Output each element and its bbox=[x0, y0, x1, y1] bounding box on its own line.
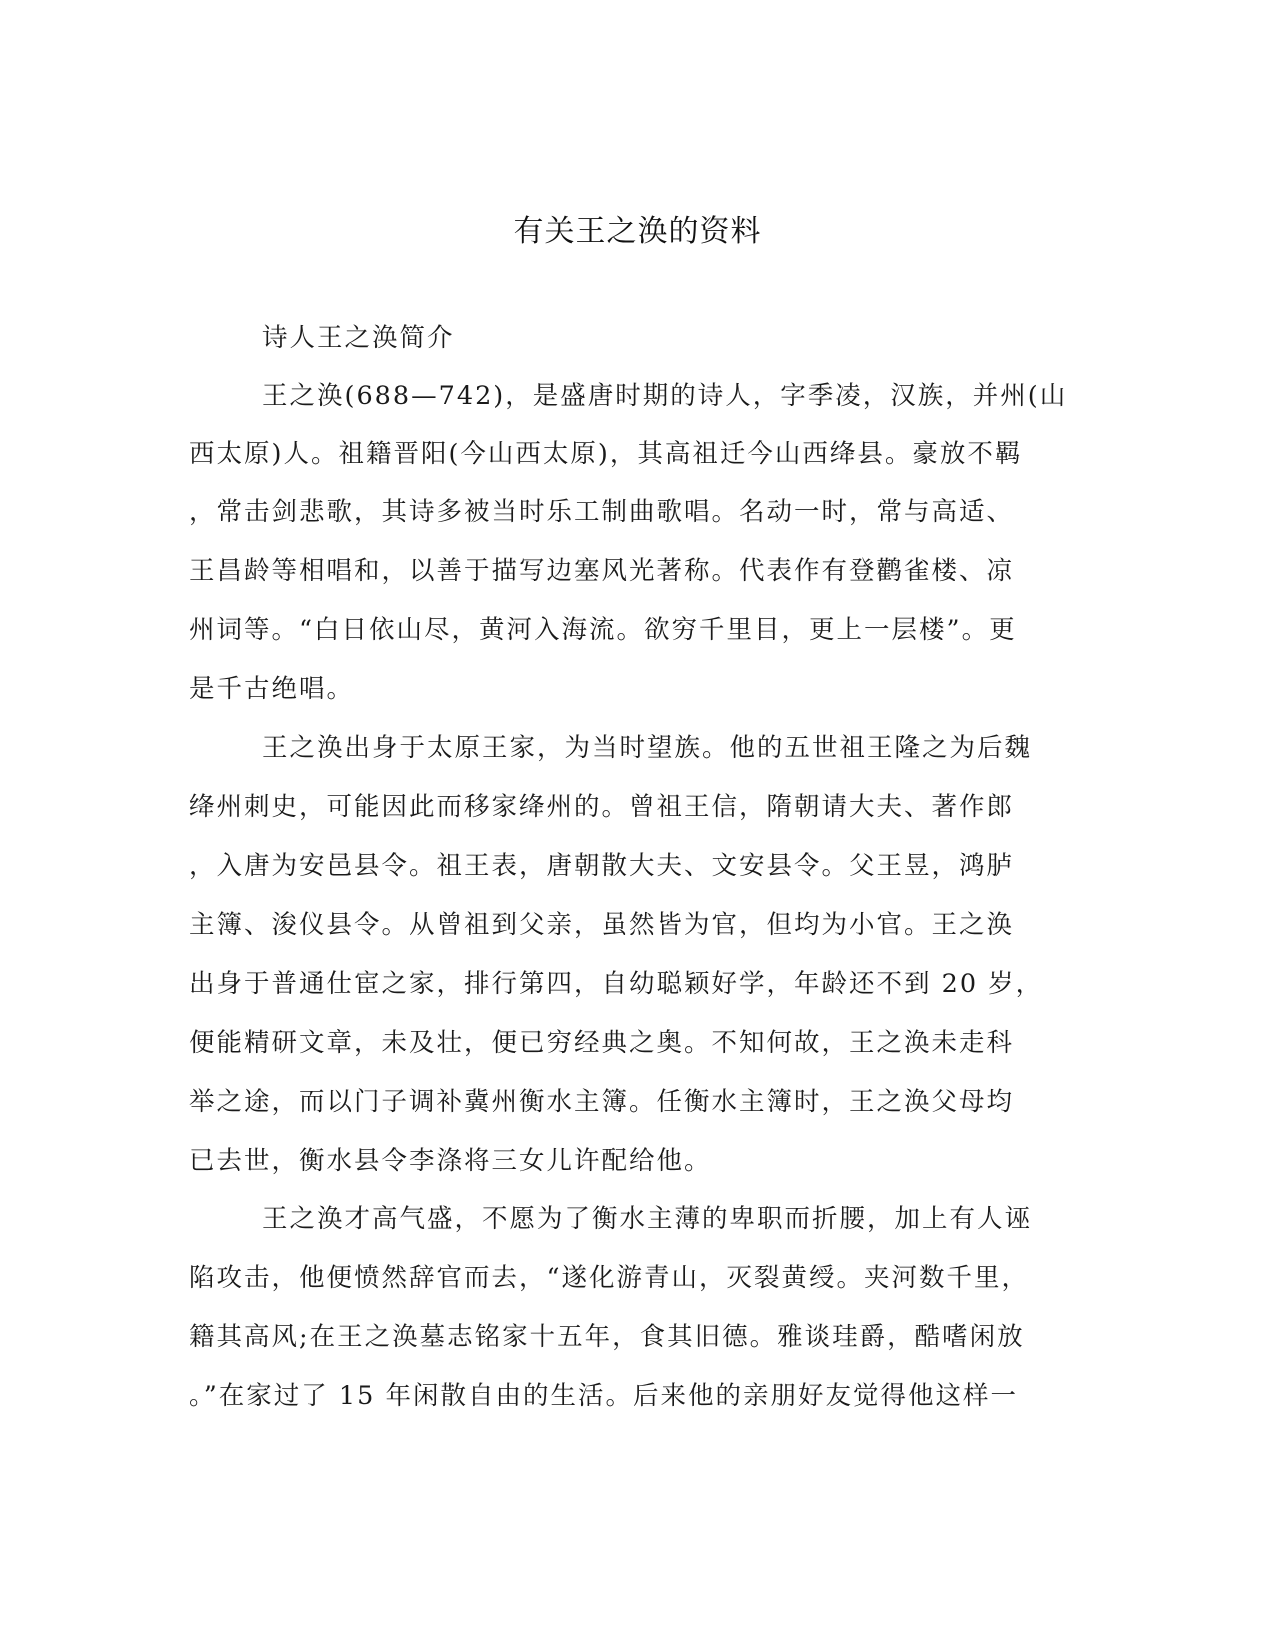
paragraph-2-line-6: 便能精研文章，未及壮，便已穷经典之奥。不知何故，王之涣未走科 bbox=[189, 1028, 1015, 1058]
paragraph-3-line-4: 。”在家过了 15 年闲散自由的生活。后来他的亲朋好友觉得他这样一 bbox=[189, 1381, 1018, 1411]
paragraph-3-line-3: 籍其高风;在王之涣墓志铭家十五年，食其旧德。雅谈珪爵，酷嗜闲放 bbox=[189, 1322, 1025, 1352]
paragraph-1-line-3: ，常击剑悲歌，其诗多被当时乐工制曲歌唱。名动一时，常与高适、 bbox=[189, 497, 1015, 527]
paragraph-2-line-4: 主簿、浚仪县令。从曾祖到父亲，虽然皆为官，但均为小官。王之涣 bbox=[189, 910, 1015, 940]
page-title: 有关王之涣的资料 bbox=[513, 214, 762, 249]
subheading: 诗人王之涣简介 bbox=[262, 323, 455, 353]
paragraph-2-line-8: 已去世，衡水县令李涤将三女儿许配给他。 bbox=[189, 1146, 712, 1176]
paragraph-2-line-2: 绛州刺史，可能因此而移家绛州的。曾祖王信，隋朝请大夫、著作郎 bbox=[189, 792, 1015, 822]
paragraph-1-line-2: 西太原)人。祖籍晋阳(今山西太原)，其高祖迁今山西绛县。豪放不羁 bbox=[189, 439, 1023, 469]
paragraph-1-line-4: 王昌龄等相唱和，以善于描写边塞风光著称。代表作有登鹳雀楼、凉 bbox=[189, 556, 1015, 586]
paragraph-2-line-1: 王之涣出身于太原王家，为当时望族。他的五世祖王隆之为后魏 bbox=[262, 733, 1033, 763]
paragraph-3-line-1: 王之涣才高气盛，不愿为了衡水主薄的卑职而折腰，加上有人诬 bbox=[262, 1204, 1033, 1234]
paragraph-2-line-3: ，入唐为安邑县令。祖王表，唐朝散大夫、文安县令。父王昱，鸿胪 bbox=[189, 851, 1015, 881]
paragraph-1-line-1: 王之涣(688—742)，是盛唐时期的诗人，字季凌，汉族，并州(山 bbox=[262, 381, 1068, 411]
paragraph-2-line-5: 出身于普通仕宦之家，排行第四，自幼聪颖好学，年龄还不到 20 岁， bbox=[189, 969, 1044, 999]
paragraph-1-line-5: 州词等。“白日依山尽，黄河入海流。欲穷千里目，更上一层楼”。更 bbox=[189, 615, 1017, 645]
paragraph-3-line-2: 陷攻击，他便愤然辞官而去，“遂化游青山，灭裂黄绶。夹河数千里， bbox=[189, 1263, 1030, 1293]
paragraph-1-line-6: 是千古绝唱。 bbox=[189, 674, 355, 704]
paragraph-2-line-7: 举之途，而以门子调补冀州衡水主簿。任衡水主簿时，王之涣父母均 bbox=[189, 1087, 1015, 1117]
